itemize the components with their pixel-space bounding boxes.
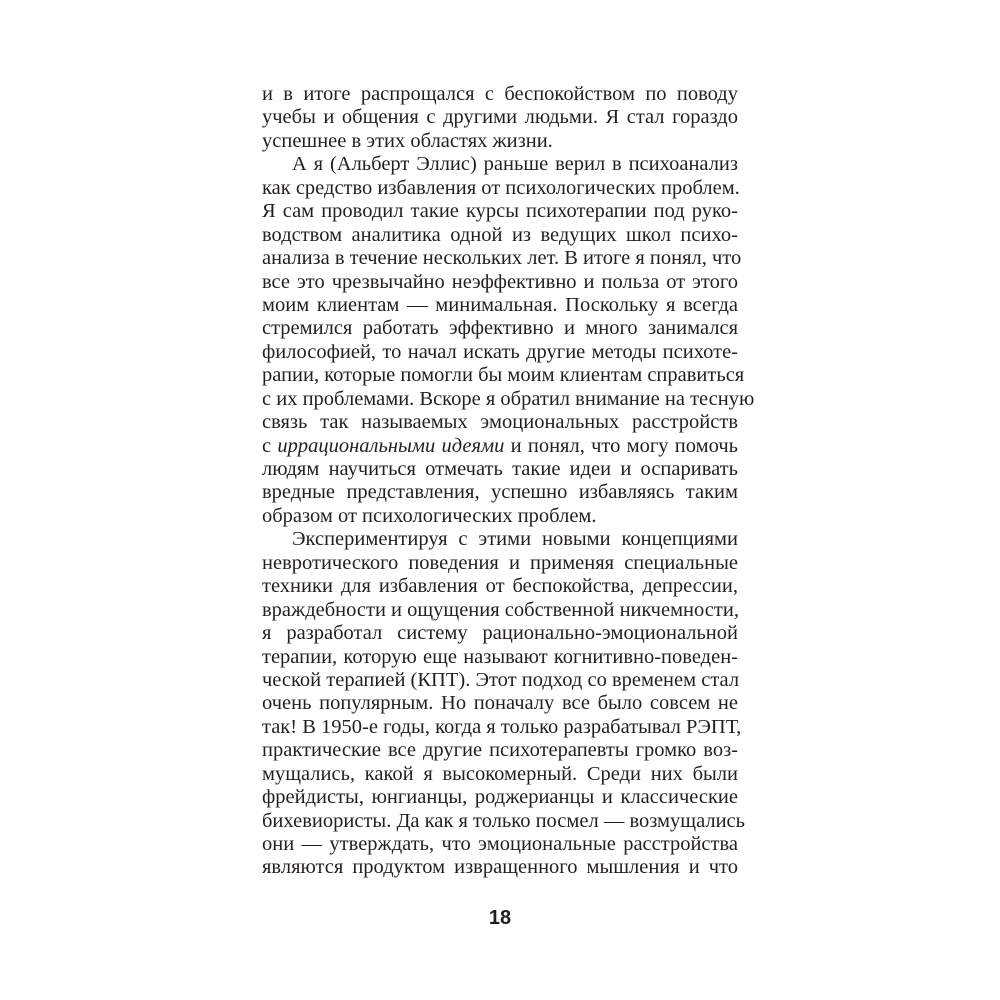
text-line: и в итоге распрощался с беспокойством по поводу <box>262 83 738 105</box>
text-line: связь так называемых эмоциональных расстройств <box>262 411 738 434</box>
text-line: мущались, какой я высокомерный. Среди них были <box>262 762 738 785</box>
text-line: людям научиться отмечать такие идеи и оспаривать <box>262 458 738 480</box>
text-line: они — утверждать, что эмоциональные расстройства <box>262 833 738 855</box>
text-run: и понял, что могу помочь <box>504 434 738 457</box>
text-line: А я (Альберт Эллис) раньше верил в психоанализ <box>292 153 738 176</box>
text-line: как средство избавления от психологических проблем. <box>262 176 740 199</box>
text-line: стремился работать эффективно и много занимался <box>262 317 738 340</box>
text-line: образом от психологических проблем. <box>262 504 597 527</box>
text-line: фрейдисты, юнгианцы, роджерианцы и классические <box>262 786 738 809</box>
text-line: рапии, которые помогли бы моим клиентам справиться <box>262 364 745 387</box>
text-line: все это чрезвычайно неэффективно и польза от этого <box>262 270 738 293</box>
text-line: учебы и общения с другими людьми. Я стал гораздо <box>262 106 738 129</box>
text-line: философией, то начал искать другие методы психоте- <box>262 340 738 363</box>
text-line: анализа в течение нескольких лет. В итоге я понял, что <box>262 247 742 270</box>
text-line-with-italic <box>262 435 738 458</box>
page-number: 18 <box>488 907 512 929</box>
text-line: враждебности и ощущения собственной никчемности, <box>262 598 739 621</box>
text-run: с <box>262 434 278 457</box>
text-line: так! В 1950-е годы, когда я только разрабатывал РЭПТ, <box>262 715 742 738</box>
text-line: моим клиентам — минимальная. Поскольку я всегда <box>262 293 738 316</box>
text-line: водством аналитика одной из ведущих школ психо- <box>262 223 738 246</box>
text-line: очень популярным. Но поначалу все было совсем не <box>262 692 738 715</box>
text-line: техники для избавления от беспокойства, депрессии, <box>262 575 738 598</box>
text-line: вредные представления, успешно избавляясь таким <box>262 481 738 504</box>
text-line: являются продуктом извращенного мышления и что <box>262 856 738 879</box>
text-line: невротического поведения и применяя специальные <box>262 551 738 574</box>
text-line: терапии, которую еще называют когнитивно-поведен- <box>262 645 738 668</box>
text-line: практические все другие психотерапевты громко воз- <box>262 739 738 762</box>
text-line: ческой терапией (КПТ). Этот подход со временем стал <box>262 668 740 691</box>
text-line: с их проблемами. Вскоре я обратил внимание на тесную <box>262 387 755 410</box>
text-line: успешнее в этих областях жизни. <box>262 129 553 152</box>
text-line: Экспериментируя с этими новыми концепциями <box>292 528 738 551</box>
text-line: бихевиористы. Да как я только посмел — возмущались <box>262 809 745 832</box>
body-text <box>262 83 755 880</box>
text-line: я разработал систему рационально-эмоциональной <box>262 622 738 645</box>
text-line: Я сам проводил такие курсы психотерапии под руко- <box>262 200 738 223</box>
italic-phrase: иррациональными идеями <box>277 434 505 457</box>
